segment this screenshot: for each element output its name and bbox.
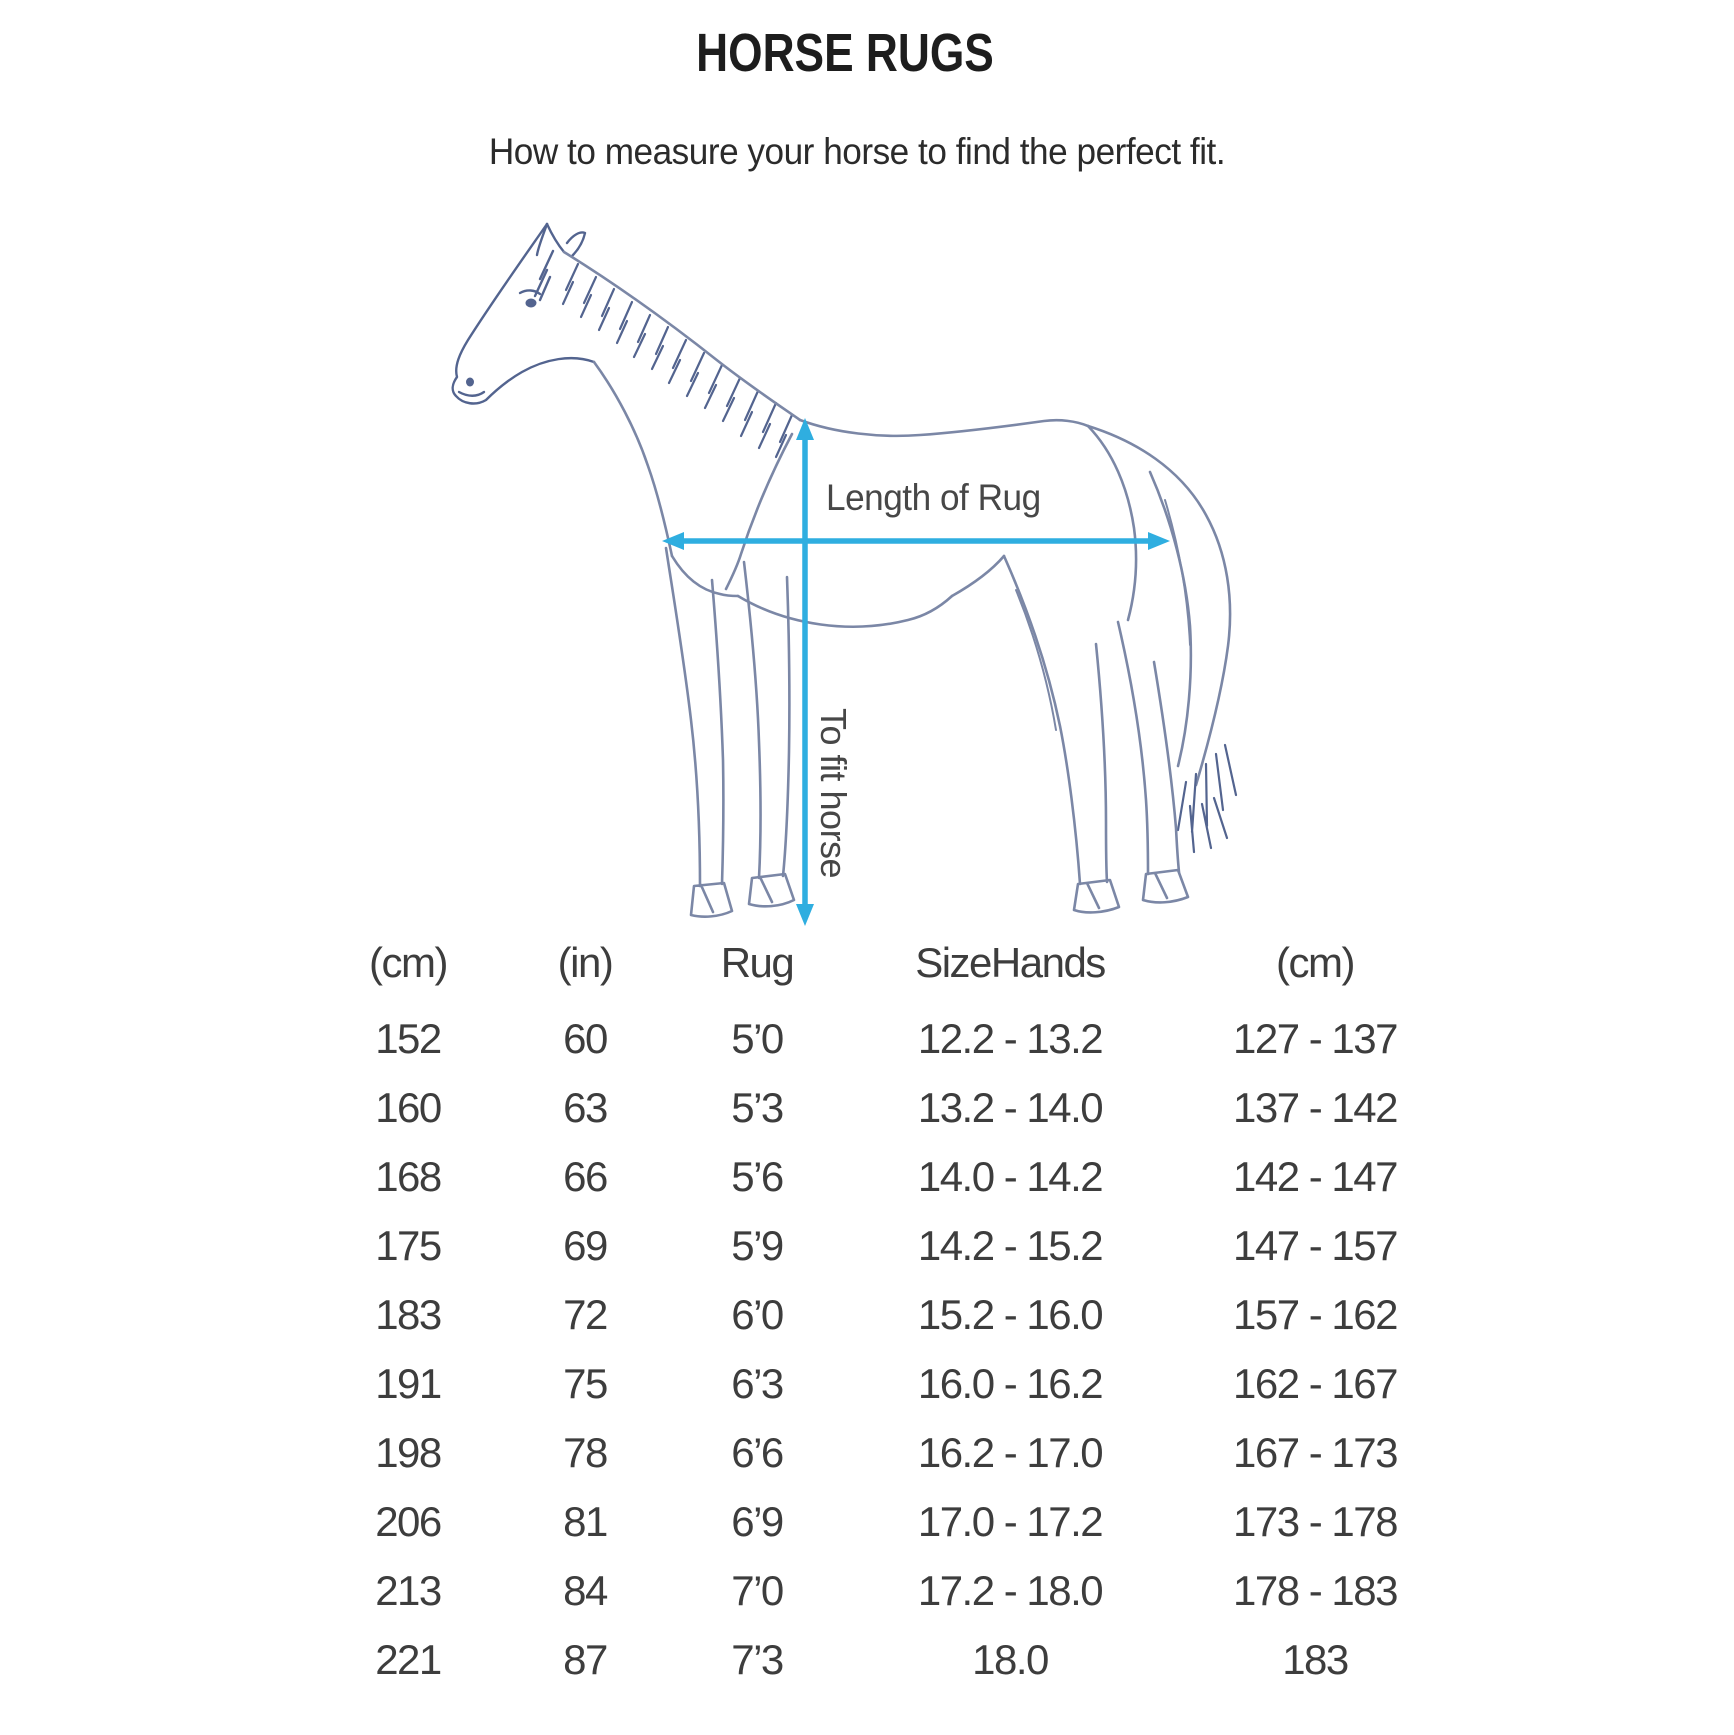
table-cell: 5’0: [731, 1014, 783, 1062]
table-cell: 6’0: [731, 1290, 783, 1338]
table-cell: 127 - 137: [1233, 1014, 1397, 1062]
table-cell: 18.0: [972, 1635, 1048, 1683]
table-cell: 173 - 178: [1233, 1497, 1397, 1545]
table-cell: 175: [375, 1221, 441, 1269]
table-cell: 213: [375, 1566, 441, 1614]
table-cell: 157 - 162: [1233, 1290, 1397, 1338]
table-cell: 168: [375, 1152, 441, 1200]
table-row: [300, 1418, 1470, 1487]
table-cell: 72: [563, 1290, 607, 1338]
table-cell: 178 - 183: [1233, 1566, 1397, 1614]
arrowhead-right: [1148, 532, 1170, 550]
table-cell: 7’0: [731, 1566, 783, 1614]
column-header-size-hands: SizeHands: [915, 938, 1105, 986]
table-row: [300, 1487, 1470, 1556]
table-cell: 63: [563, 1083, 607, 1131]
table-cell: 14.0 - 14.2: [917, 1152, 1103, 1200]
table-cell: 17.2 - 18.0: [917, 1566, 1103, 1614]
page-subtitle: How to measure your horse to find the perfect fit.: [488, 131, 1226, 172]
table-row: [300, 1142, 1470, 1211]
horse-measurement-diagram: [380, 180, 1240, 960]
table-row: [300, 1004, 1470, 1073]
table-cell: 198: [375, 1428, 441, 1476]
table-cell: 7’3: [731, 1635, 783, 1683]
table-cell: 5’3: [731, 1083, 783, 1131]
size-table-header-row: [300, 928, 1470, 997]
page-title: HORSE RUGS: [696, 23, 994, 83]
table-cell: 137 - 142: [1233, 1083, 1397, 1131]
table-cell: 183: [1282, 1635, 1348, 1683]
table-cell: 142 - 147: [1233, 1152, 1397, 1200]
table-cell: 14.2 - 15.2: [917, 1221, 1103, 1269]
table-cell: 13.2 - 14.0: [917, 1083, 1103, 1131]
table-cell: 16.0 - 16.2: [917, 1359, 1103, 1407]
horse-eye: [526, 299, 537, 308]
horse-head: [453, 224, 594, 403]
table-row: [300, 1280, 1470, 1349]
table-cell: 75: [563, 1359, 607, 1407]
table-cell: 5’9: [731, 1221, 783, 1269]
table-cell: 167 - 173: [1233, 1428, 1397, 1476]
table-cell: 6’6: [731, 1428, 783, 1476]
table-cell: 162 - 167: [1233, 1359, 1397, 1407]
table-cell: 183: [375, 1290, 441, 1338]
horse-tail: [1088, 426, 1230, 785]
horse-body: [564, 252, 1236, 917]
horse-forelock: [535, 251, 553, 300]
table-cell: 206: [375, 1497, 441, 1545]
table-cell: 15.2 - 16.0: [917, 1290, 1103, 1338]
table-cell: 5’6: [731, 1152, 783, 1200]
arrowhead-up: [796, 418, 814, 440]
column-header-body-in: (in): [557, 938, 613, 986]
table-cell: 17.0 - 17.2: [917, 1497, 1103, 1545]
table-cell: 6’9: [731, 1497, 783, 1545]
table-cell: 84: [563, 1566, 607, 1614]
length-of-rug-label: Length of Rug: [826, 477, 1041, 518]
table-row: [300, 1625, 1470, 1694]
horse-outline-illustration: [380, 180, 1240, 960]
table-cell: 60: [563, 1014, 607, 1062]
size-table-body: [300, 1004, 1470, 1694]
table-cell: 152: [375, 1014, 441, 1062]
table-cell: 191: [375, 1359, 441, 1407]
table-row: [300, 1556, 1470, 1625]
table-cell: 147 - 157: [1233, 1221, 1397, 1269]
table-cell: 6’3: [731, 1359, 783, 1407]
column-header-height-cm: (cm): [1276, 938, 1354, 986]
table-cell: 221: [375, 1635, 441, 1683]
table-cell: 78: [563, 1428, 607, 1476]
column-header-body-cm: (cm): [369, 938, 447, 986]
table-cell: 87: [563, 1635, 607, 1683]
horse-nostril: [466, 378, 474, 387]
to-fit-horse-label: To fit horse: [813, 708, 854, 879]
table-cell: 160: [375, 1083, 441, 1131]
table-cell: 16.2 - 17.0: [917, 1428, 1103, 1476]
table-cell: 69: [563, 1221, 607, 1269]
horse-tail-strands: [1178, 745, 1236, 852]
table-row: [300, 1073, 1470, 1142]
table-cell: 66: [563, 1152, 607, 1200]
column-header-rug: Rug: [720, 938, 794, 986]
table-cell: 12.2 - 13.2: [917, 1014, 1103, 1062]
horse-mane: [563, 264, 792, 457]
table-row: [300, 1211, 1470, 1280]
size-table: [300, 928, 1470, 1694]
table-cell: 81: [563, 1497, 607, 1545]
table-row: [300, 1349, 1470, 1418]
